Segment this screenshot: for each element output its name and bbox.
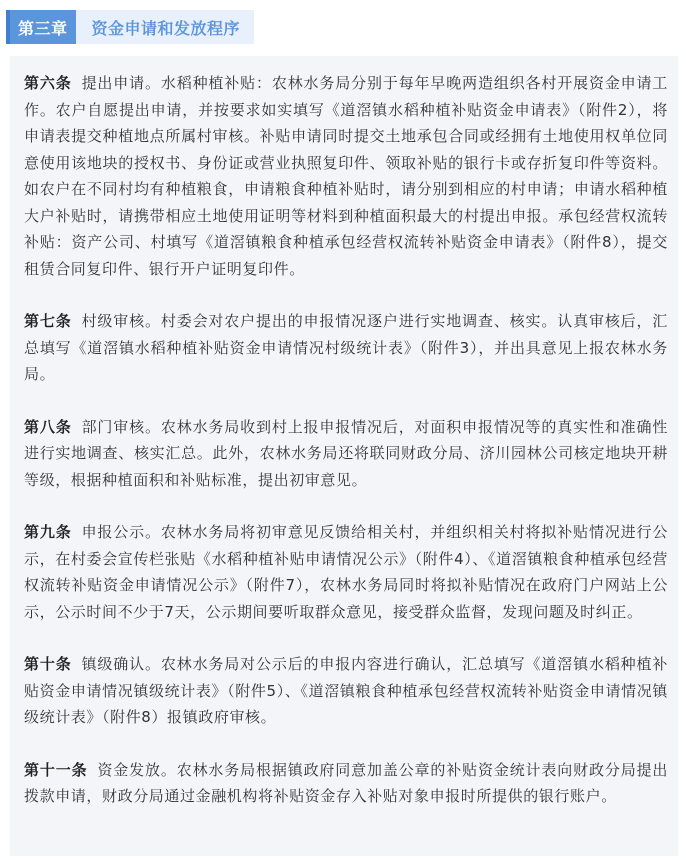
article-text: 村级审核。村委会对农户提出的申报情况逐户进行实地调查、核实。认真审核后，汇总填写《道滘镇水稻种植补贴资金申请情况村级统计表》（附件3），并出具意见上报农林水务局。	[24, 312, 668, 383]
article-number: 第十一条	[24, 760, 88, 779]
article-number: 第八条	[24, 417, 72, 436]
article-9	[24, 519, 668, 625]
chapter-content	[10, 56, 678, 856]
article-number: 第七条	[24, 312, 72, 330]
article-7	[24, 308, 668, 388]
article-11	[24, 757, 668, 810]
article-text: 资金发放。农林水务局根据镇政府同意加盖公章的补贴资金统计表向财政分局提出拨款申请，财政分局通过金融机构将补贴资金存入补贴对象申报时所提供的银行账户。	[24, 760, 669, 805]
chapter-title: 资金申请和发放程序	[76, 10, 255, 44]
article-text: 提出申请。水稻种植补贴：农林水务局分别于每年早晚两造组织各村开展资金申请工作。农户自愿提出申请，并按要求如实填写《道滘镇水稻种植补贴资金申请表》（附件2），将申请表提交种植地点所属村审核。补贴申请同时提交土地承包合同或经拥有土地使用权单位同意使用该地块的授权书、身份证或营业执照复印件、领取补贴的银行卡或存折复印件等资料。如农户在不同村均有种植粮食，申请粮食种植补贴时，请分别到相应的村申请；申请水稻种植大户补贴时，请携带相应土地使用证明等材料到种植面积最大的村提出申报。承包经营权流转补贴：资产公司、村填写《道滘镇粮食种植承包经营权流转补贴资金申请表》（附件8），提交租赁合同复印件、银行开户证明复印件。	[24, 74, 668, 278]
article-number: 第十条	[24, 655, 72, 673]
article-text: 部门审核。农林水务局收到村上报申报情况后，对面积申报情况等的真实性和准确性进行实地调查、核实汇总。此外，农林水务局还将联同财政分局、济川园林公司核定地块开耕等级，根据种植面积和补贴标准，提出初审意见。	[24, 417, 668, 489]
article-10	[24, 651, 668, 731]
article-number: 第九条	[24, 523, 72, 541]
article-number: 第六条	[24, 74, 72, 92]
article-6	[24, 70, 668, 282]
article-8	[24, 414, 668, 494]
article-text: 镇级确认。农林水务局对公示后的申报内容进行确认，汇总填写《道滘镇水稻种植补贴资金申请情况镇级统计表》（附件5）、《道滘镇粮食种植承包经营权流转补贴资金申请情况镇级统计表》（附件8）报镇政府审核。	[24, 655, 668, 726]
chapter-header	[6, 10, 254, 44]
chapter-number: 第三章	[10, 10, 76, 44]
article-text: 申报公示。农林水务局将初审意见反馈给相关村，并组织相关村将拟补贴情况进行公示，在村委会宣传栏张贴《水稻种植补贴申请情况公示》（附件4）、《道滘镇粮食种植承包经营权流转补贴资金申请情况公示》（附件7），农林水务局同时将拟补贴情况在政府门户网站上公示，公示时间不少于7天，公示期间要听取群众意见，接受群众监督，发现问题及时纠正。	[24, 523, 668, 621]
